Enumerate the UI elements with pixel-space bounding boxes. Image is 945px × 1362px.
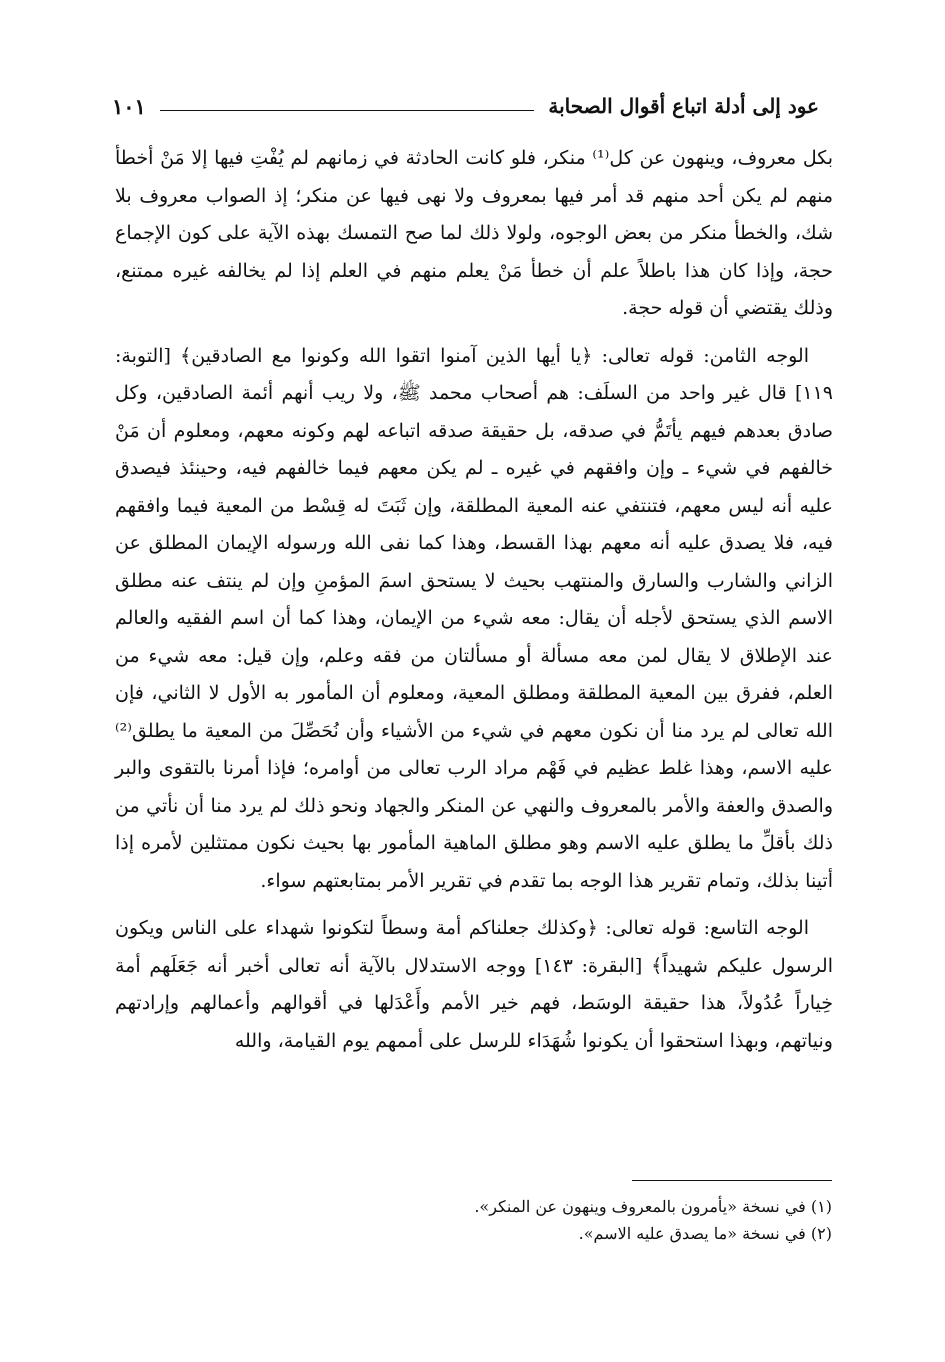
running-header [112,86,819,126]
paragraph: الوجه التاسع: قوله تعالى: ﴿وكذلك جعلناكم أمة وسطاً لتكونوا شهداء على الناس ويكون الرسول عليكم شهيداً﴾ [البقرة: ١٤٣] ووجه الاستدلال بالآية أنه تعالى أخبر أنه جَعَلَهم أمة خِياراً عُدُولاً، هذا حقيقة الوسَط، فهم خير الأمم وأَعْدَلها في أقوالهم وأعمالهم وإرادتهم ونياتهم، وبهذا استحقوا أن يكونوا شُهَدَاء للرسل على أممهم يوم القيامة، والله [115,917,833,1052]
footnote: (٢) في نسخة «ما يصدق عليه الاسم». [578,1224,832,1243]
footnote-separator [632,1180,832,1181]
page-number: ١٠١ [112,93,146,119]
footnotes [115,1193,832,1247]
paragraph: بكل معروف، وينهون عن كل⁽¹⁾ منكر، فلو كانت الحادثة في زمانهم لم يُفْتِ فيها إلا مَنْ أخطأ منهم لم يكن أحد منهم قد أمر فيها بمعروف ولا نهى فيها عن منكر؛ إذ الصواب معروف بلا شك، والخطأ منكر من بعض الوجوه، ولولا ذلك لما صح التمسك بهذه الآية على كون الإجماع حجة، وإذا كان هذا باطلاً علم أن خطأ مَنْ يعلم منهم في العلم إذا لم يخالفه غيره ممتنع، وذلك يقتضي أن قوله حجة. [115,147,833,319]
header-title: عود إلى أدلة اتباع أقوال الصحابة [548,94,819,118]
main-text [115,140,833,1060]
header-rule [160,110,535,111]
footnote: (١) في نسخة «يأمرون بالمعروف وينهون عن المنكر». [474,1197,832,1216]
paragraph: الوجه الثامن: قوله تعالى: ﴿يا أيها الذين آمنوا اتقوا الله وكونوا مع الصادقين﴾ [التوبة: ١١٩] قال غير واحد من السلَف: هم أصحاب محمد ﷺ، ولا ريب أنهم أئمة الصادقين، وكل صادق بعدهم فيهم يأتَمُّ في صدقه، بل حقيقة صدقه اتباعه لهم وكونه معهم، ومعلوم أن مَنْ خالفهم في شيء ـ وإن وافقهم في غيره ـ لم يكن معهم فيما خالفهم فيه، وحينئذ فيصدق عليه أنه ليس معهم، فتنتفي عنه المعية المطلقة، وإن ثَبَتَ له قِسْط من المعية فيما وافقهم فيه، فلا يصدق عليه أنه معهم بهذا القسط، وهذا كما نفى الله ورسوله الإيمان المطلق عن الزاني والشارب والسارق والمنتهب بحيث لا يستحق اسمَ المؤمنِ وإن لم ينتف عنه مطلق الاسم الذي يستحق لأجله أن يقال: معه شيء من الإيمان، وهذا كما أن اسم الفقيه والعالم عند الإطلاق لا يقال لمن معه مسألة أو مسألتان من فقه وعلم، وإن قيل: معه شيء من العلم، ففرق بين المعية المطلقة ومطلق المعية، ومعلوم أن المأمور به الأول لا الثاني، فإن الله تعالى لم يرد منا أن نكون معهم في شيء من الأشياء وأن نُحَصِّلَ من المعية ما يطلق⁽²⁾ عليه الاسم، وهذا غلط عظيم في فَهْم مراد الرب تعالى من أوامره؛ فإذا أمرنا بالتقوى والبر والصدق والعفة والأمر بالمعروف والنهي عن المنكر والجهاد ونحو ذلك لم يرد منا أن نأتي من ذلك بأقلِّ ما يطلق عليه الاسم وهو مطلق الماهية المأمور بها بحيث نكون ممتثلين لأمره إذا أتينا بذلك، وتمام تقرير هذا الوجه بما تقدم في تقرير الأمر بمتابعتهم سواء. [115,344,834,892]
